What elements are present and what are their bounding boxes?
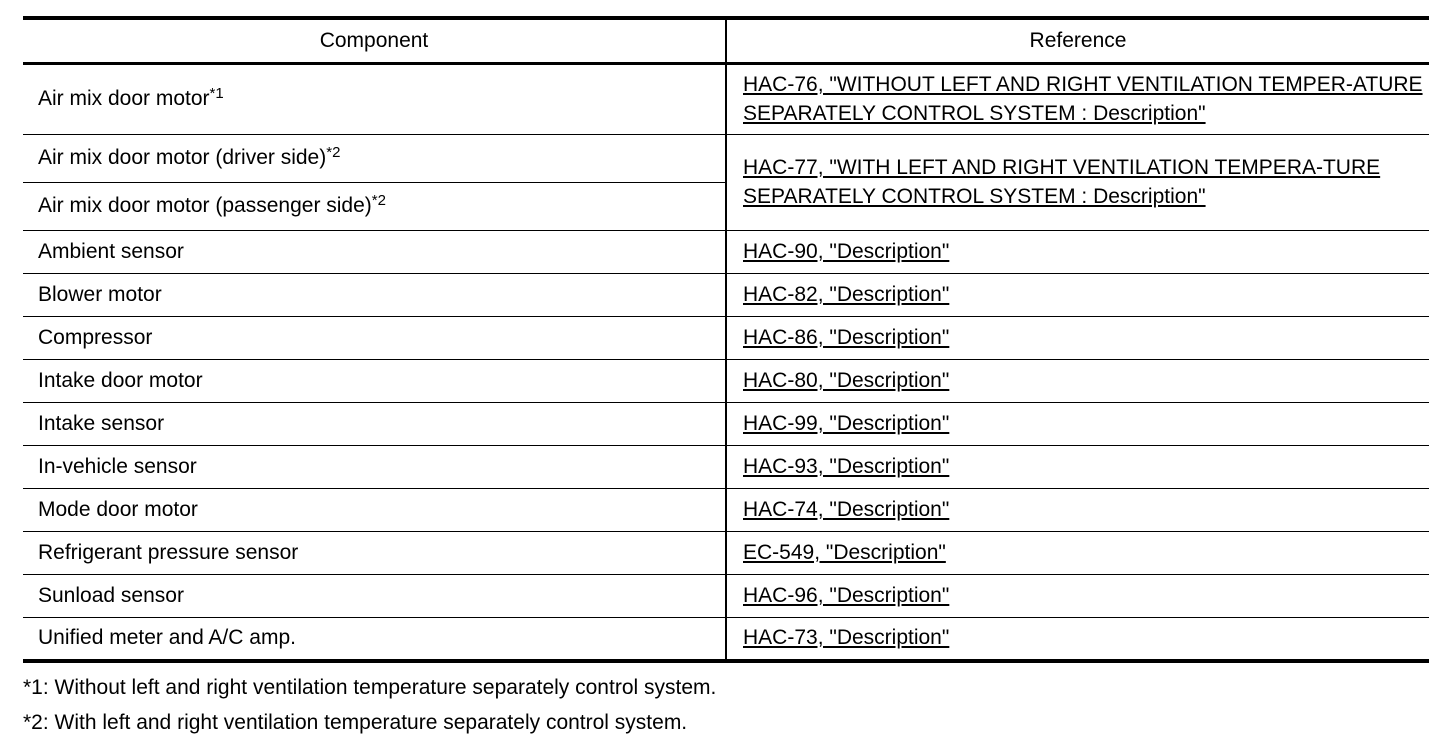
header-reference: Reference: [726, 18, 1429, 64]
component-label: Air mix door motor (driver side): [38, 146, 327, 170]
component-label: Air mix door motor (passenger side): [38, 194, 372, 218]
reference-cell: [726, 274, 1429, 317]
table-row: [23, 575, 1429, 618]
table-row: [23, 231, 1429, 274]
component-cell: [23, 183, 726, 231]
component-cell: Unified meter and A/C amp.: [23, 618, 726, 661]
table-row: [23, 618, 1429, 661]
footnote-marker: *1: [209, 85, 224, 103]
reference-link[interactable]: HAC-93, "Description": [743, 454, 950, 478]
reference-link[interactable]: HAC-74, "Description": [743, 497, 950, 521]
table-row: [23, 135, 1429, 183]
reference-link[interactable]: HAC-73, "Description": [743, 626, 950, 650]
component-cell: [23, 135, 726, 183]
reference-link[interactable]: HAC-82, "Description": [743, 282, 950, 306]
table-header-row: [23, 18, 1429, 64]
component-cell: Mode door motor: [23, 489, 726, 532]
component-cell: [23, 64, 726, 135]
reference-cell: [726, 135, 1429, 231]
table-row: [23, 532, 1429, 575]
footnote-marker: *2: [371, 192, 386, 210]
component-cell: In-vehicle sensor: [23, 446, 726, 489]
component-cell: Blower motor: [23, 274, 726, 317]
reference-cell: [726, 489, 1429, 532]
component-cell: Ambient sensor: [23, 231, 726, 274]
footnote-marker: *2: [326, 144, 341, 162]
reference-cell: [726, 317, 1429, 360]
reference-cell: [726, 446, 1429, 489]
table-row: [23, 360, 1429, 403]
header-component: Component: [23, 18, 726, 64]
reference-link[interactable]: HAC-80, "Description": [743, 368, 950, 392]
reference-link[interactable]: HAC-99, "Description": [743, 411, 950, 435]
component-cell: Refrigerant pressure sensor: [23, 532, 726, 575]
reference-cell: [726, 403, 1429, 446]
reference-cell: [726, 575, 1429, 618]
reference-link[interactable]: HAC-76, "WITHOUT LEFT AND RIGHT VENTILATION TEMPER-ATURE SEPARATELY CONTROL SYSTEM : Description": [743, 73, 1423, 125]
table-row: [23, 489, 1429, 532]
table-row: [23, 274, 1429, 317]
reference-cell: [726, 231, 1429, 274]
reference-link[interactable]: HAC-90, "Description": [743, 239, 950, 263]
reference-cell: [726, 618, 1429, 661]
component-cell: Intake sensor: [23, 403, 726, 446]
footnotes: [23, 670, 716, 740]
reference-link[interactable]: EC-549, "Description": [743, 540, 946, 564]
footnote-2: *2: With left and right ventilation temperature separately control system.: [23, 711, 688, 734]
reference-cell: [726, 532, 1429, 575]
reference-cell: [726, 360, 1429, 403]
table-row: [23, 64, 1429, 135]
component-cell: Intake door motor: [23, 360, 726, 403]
table-row: [23, 446, 1429, 489]
component-cell: Compressor: [23, 317, 726, 360]
reference-link[interactable]: HAC-96, "Description": [743, 583, 950, 607]
table-row: [23, 317, 1429, 360]
component-reference-table: [23, 16, 1429, 663]
footnote-1: *1: Without left and right ventilation temperature separately control system.: [23, 676, 717, 699]
reference-cell: [726, 64, 1429, 135]
component-label: Air mix door motor: [38, 87, 210, 111]
reference-link[interactable]: HAC-86, "Description": [743, 325, 950, 349]
table-row: [23, 403, 1429, 446]
component-cell: Sunload sensor: [23, 575, 726, 618]
reference-link[interactable]: HAC-77, "WITH LEFT AND RIGHT VENTILATION TEMPERA-TURE SEPARATELY CONTROL SYSTEM : Description": [743, 156, 1381, 208]
